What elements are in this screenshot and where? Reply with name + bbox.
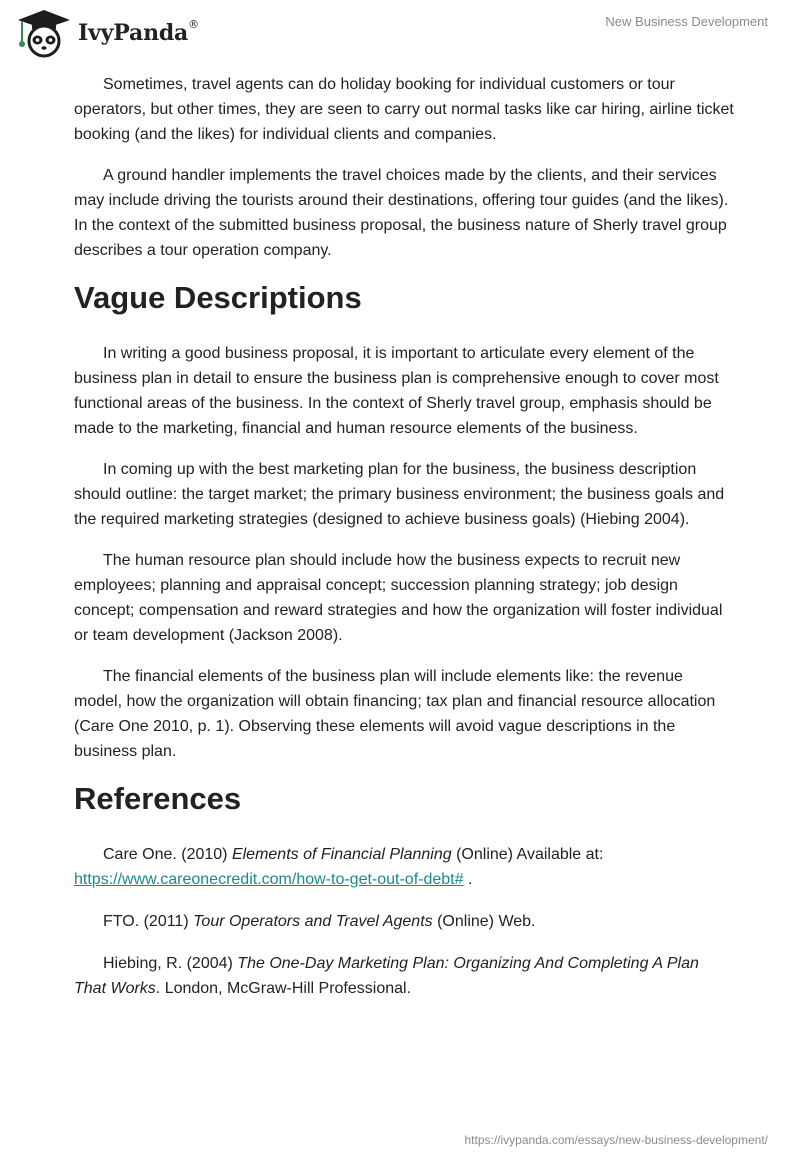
document-title: New Business Development	[605, 14, 768, 29]
reference-title: Tour Operators and Travel Agents	[193, 913, 433, 930]
section-heading-references: References	[74, 781, 242, 816]
reference-link[interactable]: https://www.careonecredit.com/how-to-get-out-of-debt#	[74, 871, 464, 888]
paragraph: A ground handler implements the travel choices made by the clients, and their services may include driving the tourists around their destinations, offering tour guides (and the likes). In the context of the submitted business proposal, the business nature of Sherly travel group describes a tour operation company.	[74, 167, 729, 259]
paragraph: Sometimes, travel agents can do holiday booking for individual customers or tour operators, but other times, they are seen to carry out normal tasks like car hiring, airline ticket booking (and the likes) for individual clients and companies.	[74, 76, 734, 143]
reference-entry: Hiebing, R. (2004) The One-Day Marketing Plan: Organizing And Completing A Plan That Works. London, McGraw-Hill Professional.	[74, 955, 699, 997]
reference-title: Elements of Financial Planning	[231, 846, 452, 863]
section-heading-vague-descriptions: Vague Descriptions	[74, 280, 362, 315]
reference-title: The One-Day Marketing Plan: Organizing And Completing A Plan That Works	[74, 955, 699, 997]
ivypanda-logo[interactable]	[16, 8, 199, 58]
paragraph: In coming up with the best marketing plan for the business, the business description should outline: the target market; the primary business environment; the business goals and the required marketing strategies (designed to achieve business goals) (Hiebing 2004).	[74, 461, 725, 528]
page-header	[0, 0, 800, 70]
paragraph: The human resource plan should include how the business expects to recruit new employees; planning and appraisal concept; succession planning strategy; job design concept; compensation and reward strategies and how the organization will foster individual or team development (Jackson 2008).	[74, 552, 723, 644]
panda-graduate-icon	[16, 8, 72, 58]
essay-content	[74, 72, 734, 1018]
paragraph: In writing a good business proposal, it is important to articulate every element of the business plan in detail to ensure the business plan is comprehensive enough to cover most functional areas of the business. In the context of Sherly travel group, emphasis should be made to the marketing, financial and human resource elements of the business.	[74, 345, 719, 437]
paragraph: The financial elements of the business plan will include elements like: the revenue model, how the organization will obtain financing; tax plan and financial resource allocation (Care One 2010, p. 1). Observing these elements will avoid vague descriptions in the business plan.	[74, 668, 716, 760]
footer-url: https://ivypanda.com/essays/new-business-development/	[464, 1133, 768, 1147]
brand-name: IvyPanda®	[78, 18, 199, 46]
reference-entry: Care One. (2010) Elements of Financial Planning (Online) Available at: https://www.careonecredit.com/how-to-get-out-of-debt# .	[74, 846, 604, 888]
reference-entry: FTO. (2011) Tour Operators and Travel Agents (Online) Web.	[103, 913, 536, 930]
